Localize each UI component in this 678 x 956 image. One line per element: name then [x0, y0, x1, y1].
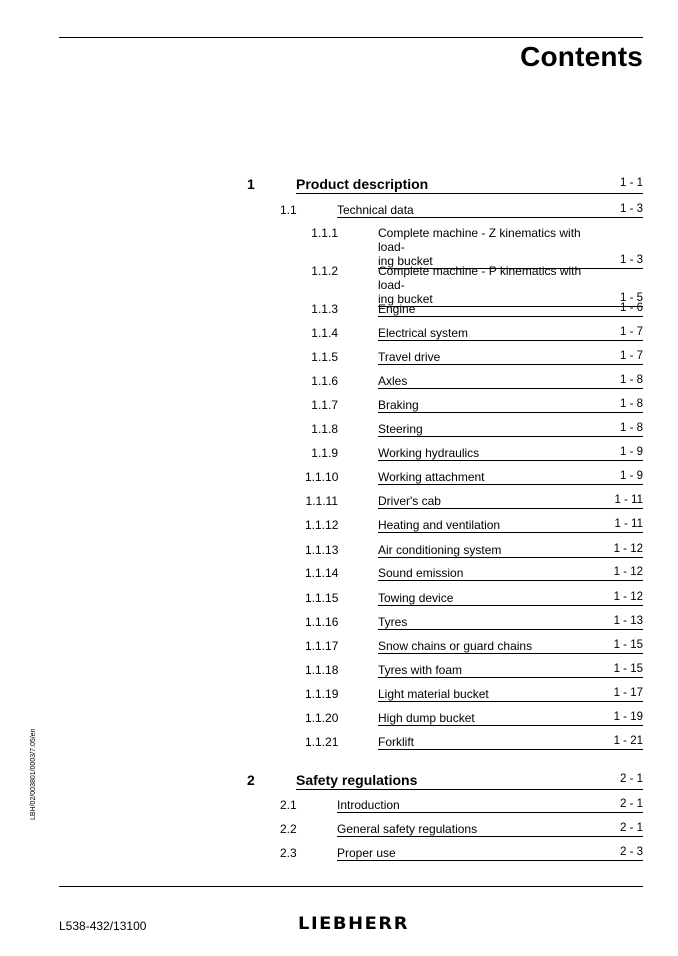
toc-entry-title[interactable] — [378, 735, 643, 750]
toc-entry-title[interactable] — [337, 798, 643, 813]
toc-page-number: 1 - 11 — [614, 494, 643, 506]
toc-entry-number: 1.1.5 — [311, 350, 338, 364]
toc-entry-title-line: Complete machine - P kinematics with load- — [378, 264, 582, 292]
toc-entry-number: 2.2 — [280, 822, 297, 836]
toc-entry-title[interactable] — [337, 822, 643, 837]
toc-entry-title-text: Driver's cab — [378, 494, 441, 508]
toc-entry-title-text: Working attachment — [378, 470, 485, 484]
toc-page-number: 1 - 15 — [613, 639, 643, 651]
toc-entry-title[interactable] — [296, 772, 643, 790]
toc-entry-title[interactable] — [378, 566, 643, 581]
toc-page-number: 1 - 9 — [619, 470, 643, 482]
toc-entry-number: 1.1.1 — [311, 226, 338, 240]
toc-page-number: 2 - 1 — [619, 773, 643, 785]
toc-entry-title-text: Proper use — [337, 846, 396, 860]
toc-entry-title[interactable] — [378, 302, 643, 317]
toc-entry-title-text: Towing device — [378, 591, 454, 605]
toc-page-number: 1 - 1 — [619, 177, 643, 189]
toc-entry-title[interactable] — [378, 711, 643, 726]
toc-entry-title[interactable] — [378, 326, 643, 341]
toc-page-number: 1 - 12 — [613, 591, 643, 603]
toc-page-number: 1 - 21 — [613, 735, 643, 747]
toc-entry-number: 1.1.15 — [305, 591, 339, 605]
toc-entry-number: 1.1.21 — [305, 735, 339, 749]
toc-entry-title[interactable] — [378, 264, 643, 307]
toc-entry-title-text: Braking — [378, 398, 419, 412]
toc-entry-title[interactable] — [378, 591, 643, 606]
liebherr-logo: LIEBHERR — [298, 914, 410, 934]
toc-entry-title-text: Heating and ventilation — [378, 518, 501, 532]
toc-entry-number: 1.1.10 — [305, 470, 339, 484]
toc-page-number: 1 - 12 — [613, 566, 643, 578]
toc-entry-title-text: Introduction — [337, 798, 400, 812]
toc-entry-number: 2 — [247, 772, 255, 788]
toc-entry-title-text: Forklift — [378, 735, 414, 749]
toc-entry-title[interactable] — [378, 350, 643, 365]
page-title: Contents — [520, 41, 643, 72]
toc-entry-number: 1.1.17 — [305, 639, 339, 653]
toc-entry-title-text: Engine — [378, 302, 416, 316]
toc-page-number: 1 - 7 — [619, 326, 643, 338]
toc-entry-title[interactable] — [378, 663, 643, 678]
toc-entry-number: 1.1.16 — [305, 615, 339, 629]
toc-page-number: 1 - 5 — [619, 292, 643, 304]
toc-entry-title-text: Snow chains or guard chains — [378, 639, 533, 653]
toc-page-number: 1 - 3 — [619, 203, 643, 215]
toc-entry-title-text: Safety regulations — [296, 772, 418, 788]
toc-entry-number: 1.1.18 — [305, 663, 339, 677]
toc-entry-title-text: Axles — [378, 374, 408, 388]
toc-page-number: 2 - 1 — [619, 798, 643, 810]
toc-entry-title[interactable] — [378, 374, 643, 389]
toc-entry-title[interactable] — [337, 203, 643, 218]
toc-entry-title[interactable] — [378, 494, 643, 509]
document-code: L538-432/13100 — [59, 919, 147, 933]
toc-entry-number: 1.1.4 — [311, 326, 338, 340]
toc-entry-title-line: ing bucket — [378, 292, 433, 306]
toc-page-number: 1 - 3 — [619, 254, 643, 266]
toc-entry-title-text: Travel drive — [378, 350, 441, 364]
toc-entry-number: 2.3 — [280, 846, 297, 860]
toc-entry-number: 1.1.13 — [305, 543, 339, 557]
toc-entry-title[interactable] — [378, 639, 643, 654]
document-side-code: LBH/02/003801/0003/7.05/en — [30, 728, 37, 820]
toc-entry-number: 1.1.14 — [305, 566, 339, 580]
footer-rule — [59, 886, 643, 887]
toc-entry-title-text: Tyres — [378, 615, 408, 629]
toc-page-number: 1 - 15 — [613, 663, 643, 675]
toc-entry-title-text: General safety regulations — [337, 822, 478, 836]
toc-entry-title-text: Product description — [296, 176, 429, 192]
toc-page-number: 1 - 6 — [619, 302, 643, 314]
toc-page-number: 1 - 8 — [619, 398, 643, 410]
toc-entry-title[interactable] — [378, 446, 643, 461]
toc-entry-number: 1.1.6 — [311, 374, 338, 388]
toc-entry-title-text: Sound emission — [378, 566, 464, 580]
toc-entry-number: 1.1.9 — [311, 446, 338, 460]
toc-entry-title-line: ing bucket — [378, 254, 433, 268]
toc-entry-number: 1.1.19 — [305, 687, 339, 701]
toc-entry-number: 1.1 — [280, 203, 297, 217]
toc-entry-title-text: High dump bucket — [378, 711, 475, 725]
toc-entry-number: 1.1.11 — [305, 494, 338, 508]
toc-entry-title-text: Light material bucket — [378, 687, 489, 701]
toc-entry-number: 1.1.12 — [305, 518, 339, 532]
toc-entry-title[interactable] — [378, 226, 643, 269]
toc-entry-title-text: Tyres with foam — [378, 663, 463, 677]
toc-page-number: 1 - 19 — [613, 711, 643, 723]
toc-page-number: 1 - 11 — [614, 518, 643, 530]
toc-entry-title-text: Steering — [378, 422, 423, 436]
toc-entry-number: 1.1.7 — [311, 398, 338, 412]
toc-entry-title[interactable] — [296, 176, 643, 194]
toc-page-number: 2 - 3 — [619, 846, 643, 858]
toc-page-number: 1 - 8 — [619, 374, 643, 386]
toc-page-number: 1 - 13 — [613, 615, 643, 627]
toc-entry-title[interactable] — [378, 615, 643, 630]
toc-entry-title[interactable] — [378, 398, 643, 413]
toc-entry-title[interactable] — [378, 470, 643, 485]
toc-entry-title-text: Working hydraulics — [378, 446, 480, 460]
toc-entry-title-text: Electrical system — [378, 326, 469, 340]
toc-entry-title[interactable] — [378, 687, 643, 702]
toc-page-number: 1 - 12 — [613, 543, 643, 555]
toc-entry-title[interactable] — [337, 846, 643, 861]
toc-entry-title[interactable] — [378, 543, 643, 558]
toc-entry-title-line: Complete machine - Z kinematics with load- — [378, 226, 581, 254]
toc-entry-title-text: Air conditioning system — [378, 543, 502, 557]
toc-entry-number: 1 — [247, 176, 255, 192]
toc-entry-title[interactable] — [378, 422, 643, 437]
toc-page-number: 1 - 7 — [619, 350, 643, 362]
toc-page-number: 2 - 1 — [619, 822, 643, 834]
toc-entry-title-text: Technical data — [337, 203, 414, 217]
toc-entry-number: 2.1 — [280, 798, 297, 812]
toc-entry-title[interactable] — [378, 518, 643, 533]
toc-entry-number: 1.1.20 — [305, 711, 339, 725]
toc-page-number: 1 - 8 — [619, 422, 643, 434]
toc-entry-number: 1.1.8 — [311, 422, 338, 436]
toc-page-number: 1 - 9 — [619, 446, 643, 458]
toc-entry-number: 1.1.2 — [311, 264, 338, 278]
toc-entry-number: 1.1.3 — [311, 302, 338, 316]
toc-page-number: 1 - 17 — [613, 687, 643, 699]
